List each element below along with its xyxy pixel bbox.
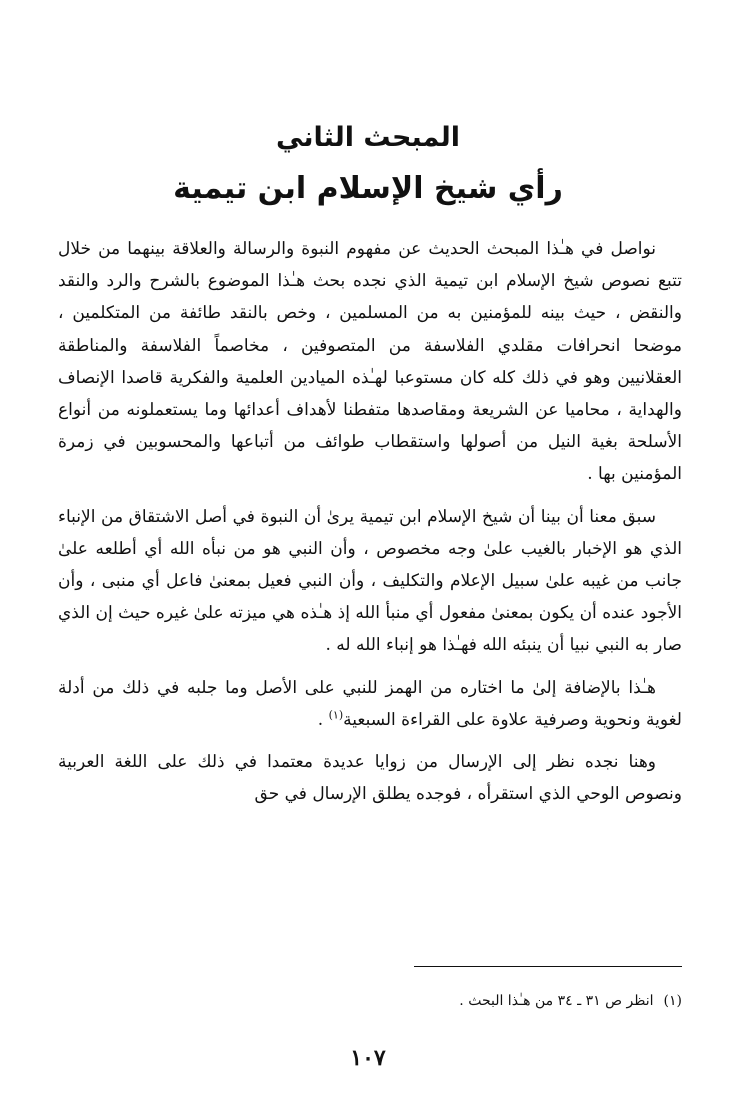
page-number: ١٠٧: [350, 1045, 386, 1071]
section-title: رأي شيخ الإسلام ابن تيمية: [173, 171, 563, 206]
footnote-text: انظر ص ٣١ ـ ٣٤ من هـٰذا البحث .: [459, 993, 654, 1009]
paragraph-4: وهنا نجده نظر إلى الإرسال من زوايا عديدة معتمدا في ذلك على اللغة العربية ونصوص الوحي الذي استقرأه ، فوجده يطلق الإرسال في حق: [58, 752, 682, 805]
body-text: [58, 233, 682, 820]
footnote: [54, 990, 682, 1012]
footnote-reference[interactable]: (١): [328, 708, 344, 722]
paragraph-2: سبق معنا أن بينا أن شيخ الإسلام ابن تيمية يرىٰ أن النبوة في أصل الاشتقاق من الإنباء الذي هو الإخبار بالغيب علىٰ وجه مخصوص ، وأن النبي هو من نبأه الله أي أطلعه علىٰ جانب من غيبه علىٰ سبيل الإعلام والتكليف ، وأن النبي فعيل بمعنىٰ فاعل أي منبى ، وأن الأجود عنده أن يكون بمعنىٰ مفعول أي منبأ الله إذ هـٰذه هي ميزته علىٰ غيره حيث إن الذي صار به النبي نبيا أن ينبئه الله فهـٰذا هو إنباء الله له .: [58, 506, 682, 656]
paragraph-3-end: .: [317, 709, 329, 730]
footnote-divider: [414, 966, 682, 967]
paragraph-1: نواصل في هـٰذا المبحث الحديث عن مفهوم النبوة والرسالة والعلاقة بينهما من خلال تتبع نصوص شيخ الإسلام ابن تيمية الذي نجده بحث هـٰذا الموضوع بالشرح والرد والنقد والنقض ، حيث بينه للمؤمنين به من المسلمين ، وخص بالنقد طائفة من المتكلمين ، موضحا انحرافات مقلدي الفلاسفة من المتصوفين ، مخاصماً الفلاسفة والمناطقة العقلانيين وهو في ذلك كله كان مستوعبا لهـٰذه الميادين العلمية والفكرية قاصدا الإنصاف والهداية ، محاميا عن الشريعة ومقاصدها متفطنا لأهداف أعدائها وما يستعملونه من أنواع الأسلحة بغية النيل من أصولها واستقطاب طوائف من أتباعها والمحسوبين في زمرة المؤمنين بها .: [58, 239, 682, 485]
paragraph-3: [58, 672, 682, 736]
footnote-marker: (١): [663, 993, 682, 1009]
chapter-title: المبحث الثاني: [276, 122, 460, 153]
paragraph-3-text: هـٰذا بالإضافة إلىٰ ما اختاره من الهمز للنبي على الأصل وما جلبه في ذلك من أدلة لغوية ونحوية وصرفية علاوة على القراءة السبعية: [58, 677, 682, 730]
